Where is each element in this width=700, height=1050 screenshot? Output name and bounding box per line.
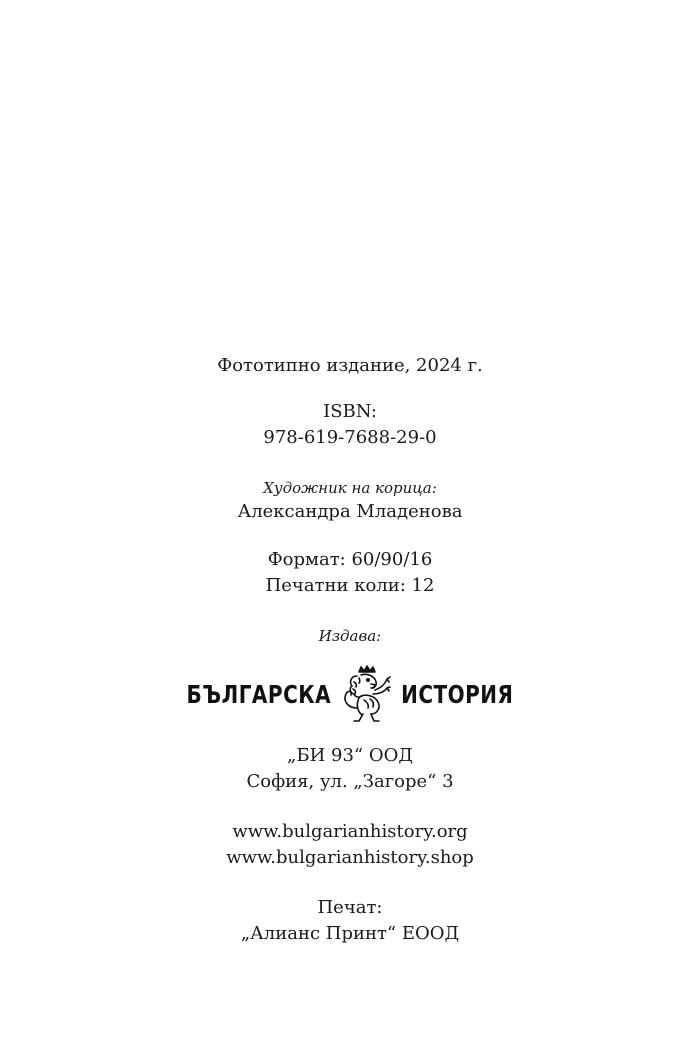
printer-name: „Алианс Принт“ ЕООД	[240, 923, 460, 944]
print-sheets-line: Печатни коли: 12	[265, 575, 435, 596]
format-line: Формат: 60/90/16	[267, 549, 433, 570]
logo-right-word: ИСТОРИЯ	[401, 679, 514, 709]
isbn-label: ISBN:	[323, 401, 377, 422]
website-link-org[interactable]: www.bulgarianhistory.org	[232, 821, 468, 842]
lion-icon	[337, 664, 395, 724]
edition-line: Фототипно издание, 2024 г.	[217, 355, 483, 376]
publisher-label: Издава:	[318, 627, 382, 645]
cover-artist-label: Художник на корица:	[263, 479, 437, 497]
publisher-name: „БИ 93“ ООД	[287, 745, 413, 766]
printing-label: Печат:	[317, 897, 383, 918]
isbn-value: 978-619-7688-29-0	[263, 427, 437, 448]
publisher-address: София, ул. „Загоре“ 3	[246, 771, 454, 792]
logo-left-word: БЪЛГАРСКА	[186, 679, 332, 709]
cover-artist-name: Александра Младенова	[237, 501, 463, 522]
website-link-shop[interactable]: www.bulgarianhistory.shop	[226, 847, 474, 868]
publisher-logo	[0, 664, 700, 724]
